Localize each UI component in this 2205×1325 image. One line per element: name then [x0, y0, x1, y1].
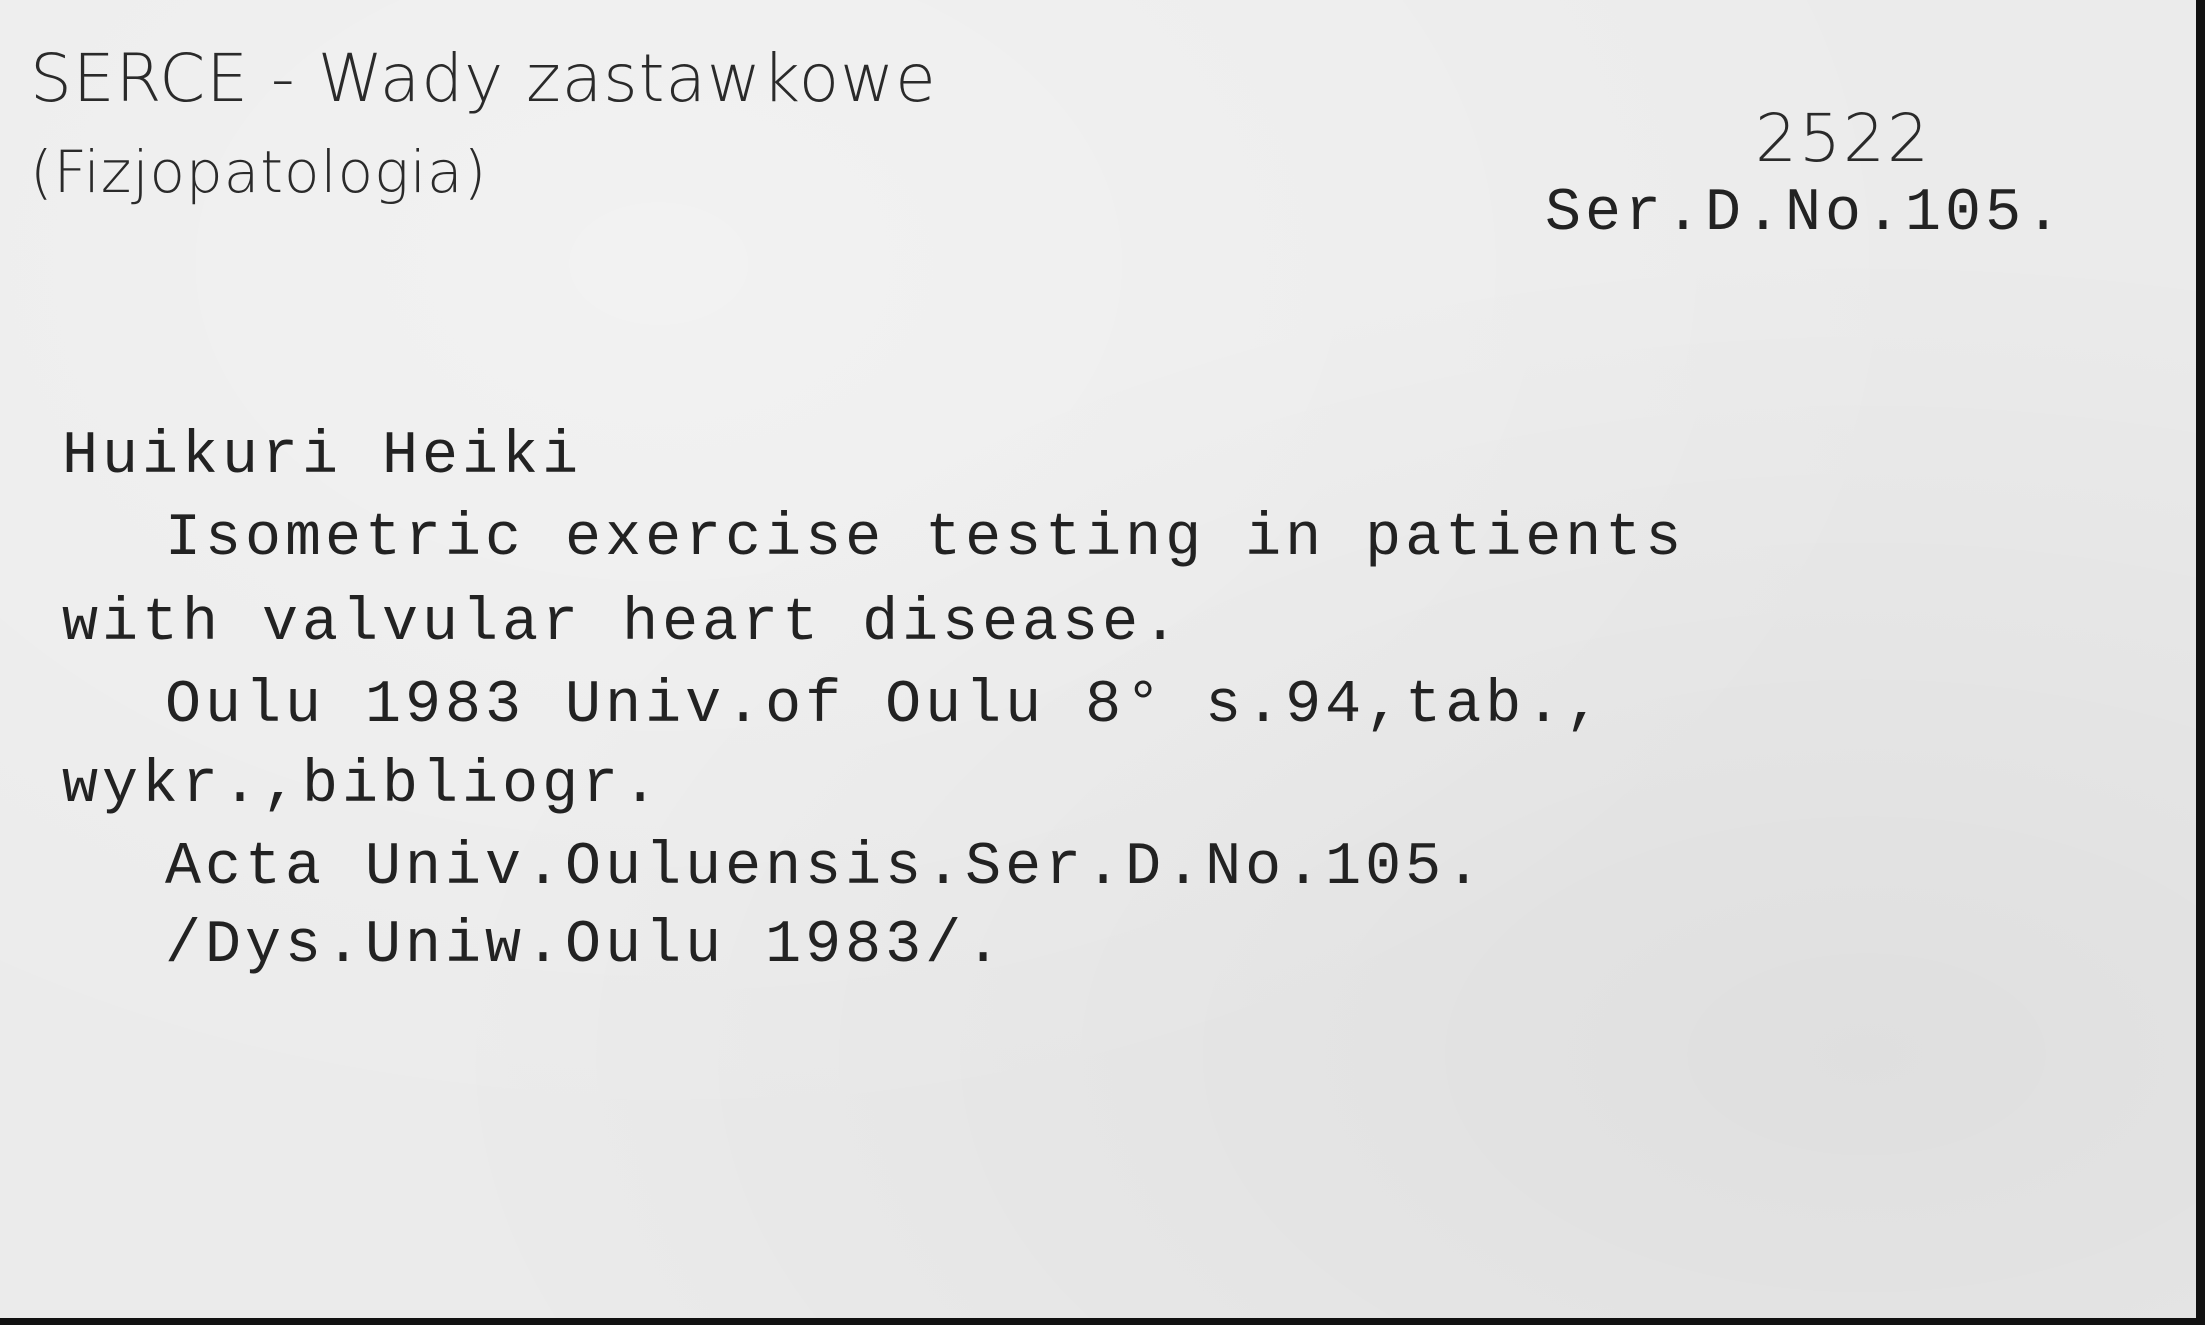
subject-subheading: (Fizjopatologia) [30, 138, 488, 206]
dissertation-note: /Dys.Uniw.Oulu 1983/. [165, 912, 1006, 980]
title-line-2: with valvular heart disease. [62, 590, 1183, 658]
card-shadow-bottom [0, 1318, 2205, 1325]
call-number: 2522 [1755, 100, 1931, 177]
author-name: Huikuri Heiki [62, 423, 583, 491]
imprint-line-2: wykr.,bibliogr. [62, 752, 663, 820]
series-reference: Ser.D.No.105. [1545, 180, 2066, 248]
card-shadow-right [2196, 0, 2205, 1325]
subject-heading: SERCE - Wady zastawkowe [30, 40, 937, 117]
title-line-1: Isometric exercise testing in patients [165, 505, 1686, 573]
imprint-line-1: Oulu 1983 Univ.of Oulu 8° s.94,tab., [165, 672, 1606, 740]
series-note: Acta Univ.Ouluensis.Ser.D.No.105. [165, 834, 1486, 902]
